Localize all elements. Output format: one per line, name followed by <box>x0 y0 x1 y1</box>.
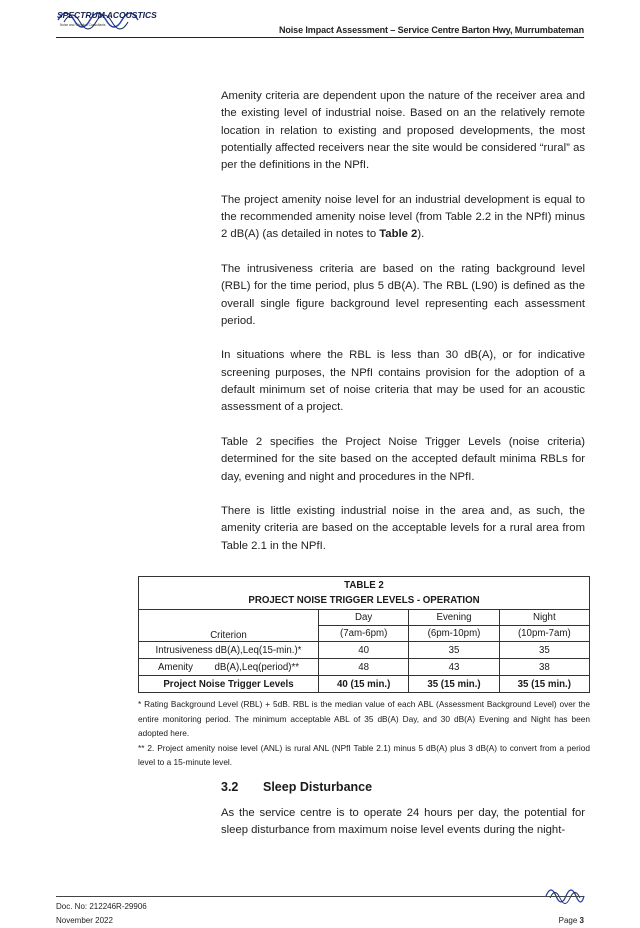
page-number <box>559 916 584 925</box>
row-value-night: 35 <box>499 642 589 659</box>
table-subtitle: PROJECT NOISE TRIGGER LEVELS - OPERATION <box>248 595 480 606</box>
period-evening-time: (6pm-10pm) <box>409 626 499 642</box>
footer-wave-logo-icon <box>545 884 585 904</box>
paragraph-default-minimum: In situations where the RBL is less than 30 dB(A), or for indicative screening purposes, the NPfI contains provision for the adoption of a default minimum set of noise criteria that may be used for an acoustic assessment of a project. <box>221 349 585 414</box>
page-label: Page <box>558 916 580 925</box>
spectrum-acoustics-logo <box>56 2 166 36</box>
svg-text:SPECTRUM ACOUSTICS: SPECTRUM ACOUSTICS <box>57 10 157 20</box>
footer-divider <box>56 896 584 897</box>
total-value-night: 35 (15 min.) <box>499 676 589 693</box>
row-value-day: 40 <box>319 642 409 659</box>
section-title: Sleep Disturbance <box>263 780 373 794</box>
paragraph-sleep-disturbance: As the service centre is to operate 24 hours per day, the potential for sleep disturbance from maximum noise level events during the night- <box>221 807 585 837</box>
note-rbl: * Rating Background Level (RBL) + 5dB. RBL is the median value of each ABL (Assessment Background Level) over the entire monitoring period. The minimum acceptable ABL of 35 dB(A) Day, and 30 dB(A) Evening and Night has been adopted here. <box>138 699 590 739</box>
row-criterion: Amenity dB(A),Leq(period)** <box>139 659 319 676</box>
total-value-day: 40 (15 min.) <box>319 676 409 693</box>
svg-text:Noise and Vibration Consultant: Noise and Vibration Consultants <box>60 23 106 27</box>
document-date: November 2022 <box>56 916 113 925</box>
paragraph-project-amenity-text: The project amenity noise level for an industrial development is equal to the recommended amenity noise level (from Table 2.2 in the NPfI) minus 2 dB(A) (as detailed in notes to <box>221 193 585 241</box>
period-evening-header: Evening <box>409 610 499 626</box>
criterion-header: Criterion <box>139 610 319 642</box>
header-divider <box>56 37 584 38</box>
row-criterion: Intrusiveness dB(A),Leq(15-min.)* <box>139 642 319 659</box>
page-number-value: 3 <box>579 916 584 925</box>
table-reference: Table 2 <box>379 228 418 241</box>
row-value-evening: 35 <box>409 642 499 659</box>
table-row <box>139 642 590 659</box>
table-row <box>139 659 590 676</box>
table-title: TABLE 2 <box>344 580 384 591</box>
row-value-night: 38 <box>499 659 589 676</box>
period-day-header: Day <box>319 610 409 626</box>
paragraph-amenity-criteria: Amenity criteria are dependent upon the nature of the receiver area and the existing level of industrial noise. Based on an the relatively remote location in relation to existing and proposed developments, the most potentially affected receivers near the site would be considered “rural” as per the definitions in the NPfI. <box>221 90 585 172</box>
period-night-header: Night <box>499 610 589 626</box>
note-anl: ** 2. Project amenity noise level (ANL) is rural ANL (NPfI Table 2.1) minus 5 dB(A) plus 3 dB(A) to convert from a period level to a 15-minute level. <box>138 742 590 768</box>
paragraph-project-amenity <box>221 192 585 244</box>
noise-trigger-table <box>138 576 590 693</box>
header-title: Noise Impact Assessment – Service Centre Barton Hwy, Murrumbateman <box>278 25 584 35</box>
row-value-evening: 43 <box>409 659 499 676</box>
table-total-row <box>139 676 590 693</box>
period-night-time: (10pm-7am) <box>499 626 589 642</box>
paragraph-intrusiveness: The intrusiveness criteria are based on the rating background level (RBL) for the time period, plus 5 dB(A). The RBL (L90) is defined as the overall single figure background level representing each assessment period. <box>221 262 585 327</box>
table-title-cell <box>139 577 590 610</box>
paragraph-rural-area: There is little existing industrial noise in the area and, as such, the amenity criteria are based on the acceptable levels for a rural area from Table 2.1 in the NPfI. <box>221 505 585 552</box>
section-number: 3.2 <box>221 780 239 794</box>
document-number: Doc. No: 212246R-29906 <box>56 902 147 911</box>
total-criterion: Project Noise Trigger Levels <box>139 676 319 693</box>
row-value-day: 48 <box>319 659 409 676</box>
table-notes <box>138 697 590 770</box>
section-heading <box>221 780 372 794</box>
body-text <box>221 88 585 572</box>
paragraph-project-amenity-end: ). <box>417 228 425 241</box>
total-value-evening: 35 (15 min.) <box>409 676 499 693</box>
paragraph-table-intro: Table 2 specifies the Project Noise Trigger Levels (noise criteria) determined for the site based on the accepted default minima RBLs for day, evening and night and procedures in the NPfI. <box>221 435 585 483</box>
period-day-time: (7am-6pm) <box>319 626 409 642</box>
